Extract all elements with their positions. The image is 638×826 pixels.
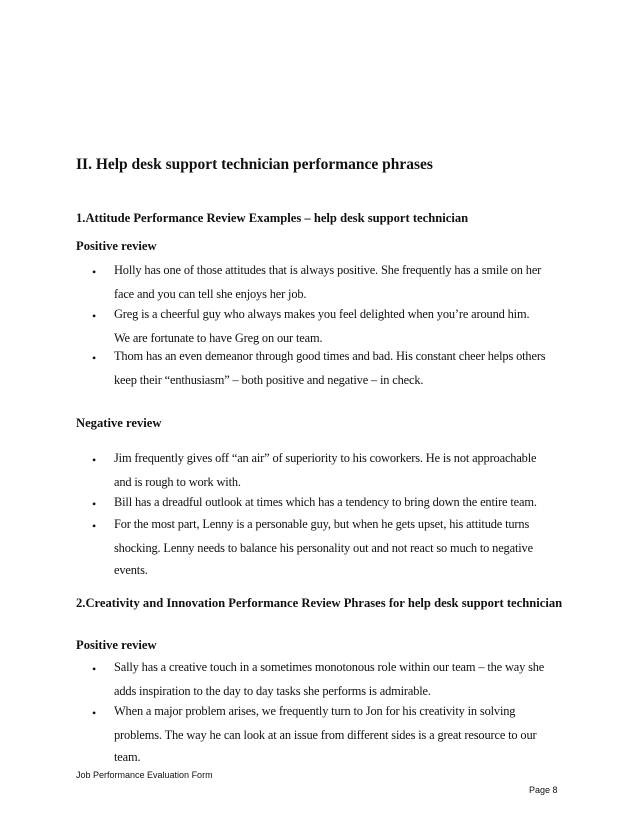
footer-page-number: Page 8 bbox=[529, 785, 558, 795]
bullet-icon: • bbox=[92, 519, 97, 533]
list-item-line: When a major problem arises, we frequently turn to Jon for his creativity in solving bbox=[114, 704, 516, 718]
section-1-negative-label: Negative review bbox=[76, 416, 162, 430]
section-2-heading: 2.Creativity and Innovation Performance Review Phrases for help desk support technician bbox=[76, 596, 563, 610]
bullet-icon: • bbox=[92, 662, 97, 676]
bullet-icon: • bbox=[92, 497, 97, 511]
list-item-line: problems. The way he can look at an issue from different sides is a great resource to our bbox=[114, 728, 537, 742]
list-item-line: For the most part, Lenny is a personable guy, but when he gets upset, his attitude turns bbox=[114, 517, 530, 531]
section-1-heading: 1.Attitude Performance Review Examples – help desk support technician bbox=[76, 211, 469, 225]
section-1-positive-label: Positive review bbox=[76, 239, 157, 253]
list-item-line: face and you can tell she enjoys her job. bbox=[114, 287, 307, 301]
list-item-line: keep their “enthusiasm” – both positive and negative – in check. bbox=[114, 373, 424, 387]
list-item-line: Bill has a dreadful outlook at times which has a tendency to bring down the entire team. bbox=[114, 495, 537, 509]
bullet-icon: • bbox=[92, 351, 97, 365]
list-item-line: team. bbox=[114, 750, 141, 764]
list-item-line: shocking. Lenny needs to balance his personality out and not react so much to negative bbox=[114, 541, 533, 555]
list-item-line: Holly has one of those attitudes that is always positive. She frequently has a smile on her bbox=[114, 263, 542, 277]
section-2-positive-label: Positive review bbox=[76, 638, 157, 652]
list-item-line: Jim frequently gives off “an air” of superiority to his coworkers. He is not approachable bbox=[114, 451, 537, 465]
bullet-icon: • bbox=[92, 309, 97, 323]
list-item-line: events. bbox=[114, 563, 148, 577]
list-item-line: Thom has an even demeanor through good times and bad. His constant cheer helps others bbox=[114, 349, 546, 363]
footer-form-name: Job Performance Evaluation Form bbox=[76, 770, 213, 780]
page-title: II. Help desk support technician performance phrases bbox=[76, 156, 433, 173]
bullet-icon: • bbox=[92, 706, 97, 720]
list-item-line: We are fortunate to have Greg on our team. bbox=[114, 331, 323, 345]
bullet-icon: • bbox=[92, 453, 97, 467]
list-item-line: and is rough to work with. bbox=[114, 475, 241, 489]
list-item-line: Sally has a creative touch in a sometimes monotonous role within our team – the way she bbox=[114, 660, 545, 674]
list-item-line: Greg is a cheerful guy who always makes you feel delighted when you’re around him. bbox=[114, 307, 530, 321]
bullet-icon: • bbox=[92, 265, 97, 279]
list-item-line: adds inspiration to the day to day tasks she performs is admirable. bbox=[114, 684, 431, 698]
